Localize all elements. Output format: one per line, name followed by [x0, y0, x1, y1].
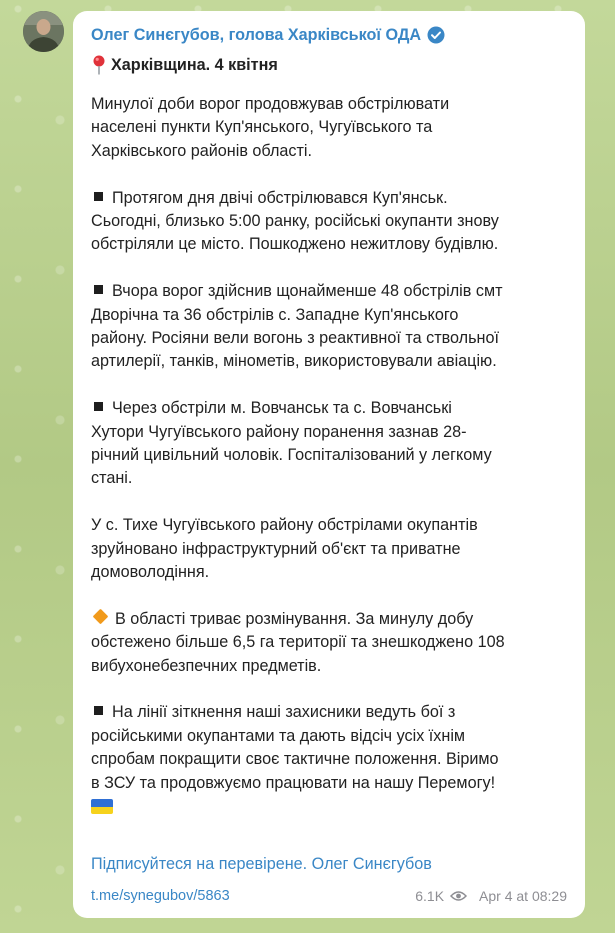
avatar[interactable] — [23, 11, 64, 52]
paragraph-5: У с. Тихе Чугуївського району обстрілами окупантів зруйновано інфраструктурний об'єкт та приватне домоволодіння. — [91, 516, 478, 582]
paragraph-6-text: В області триває розмінування. За минулу добу обстежено більше 6,5 га території та знешкоджено 108 вибухонебезпечних предметів. — [91, 609, 505, 675]
paragraph-4 — [91, 397, 567, 491]
paragraph-2-text: Протягом дня двічі обстрілювався Куп'янськ. Сьогодні, близько 5:00 ранку, російські окупанти знову обстріляли це місто. Пошкоджено нежитлову будівлю. — [91, 188, 499, 254]
view-count: 6.1K — [415, 888, 445, 904]
message-footer — [91, 885, 567, 907]
orange-diamond-icon — [93, 609, 109, 625]
post-link[interactable]: t.me/synegubov/5863 — [91, 888, 230, 904]
black-square-icon — [94, 285, 103, 294]
location-line — [91, 53, 567, 77]
ukraine-flag-icon — [91, 799, 113, 814]
message-header — [91, 23, 567, 47]
message-bubble — [73, 11, 585, 918]
round-pushpin-icon — [91, 55, 107, 75]
black-square-icon — [94, 192, 103, 201]
paragraph-1: Минулої доби ворог продовжував обстрілювати населені пункти Куп'янського, Чугуївського та Харківського районів області. — [91, 95, 450, 160]
black-square-icon — [94, 706, 103, 715]
paragraph-3-text: Вчора ворог здійснив щонайменше 48 обстрілів смт Дворічна та 36 обстрілів с. Западне Куп'янського району. Росіяни вели вогонь з реактивної та ствольної артилерії, танків, мінометів, використовували авіацію. — [91, 282, 503, 371]
paragraph-7 — [91, 701, 567, 795]
paragraph-3 — [91, 280, 567, 374]
paragraph-6 — [91, 608, 567, 678]
subscribe-link[interactable]: Підписуйтеся на перевірене. Олег Синєгубов — [91, 855, 432, 873]
eye-icon — [450, 890, 467, 902]
paragraph-2 — [91, 187, 567, 257]
paragraph-4-text: Через обстріли м. Вовчанськ та с. Вовчанські Хутори Чугуївського району поранення зазнав 28- річний цивільний чоловік. Госпіталізований у легкому стані. — [91, 399, 492, 488]
black-square-icon — [94, 402, 103, 411]
location-text: Харківщина. 4 квітня — [111, 55, 278, 74]
paragraph-7-text: На лінії зіткнення наші захисники ведуть бої з російськими окупантами та дають відсіч усіх їхнім спробам покращити своє тактичне положення. Віримо в ЗСУ та продовжуємо працювати на нашу Перемогу! — [91, 703, 499, 792]
author-name[interactable]: Олег Синєгубов, голова Харківської ОДА — [91, 25, 422, 44]
timestamp: Apr 4 at 08:29 — [479, 888, 567, 904]
verified-badge-icon — [427, 26, 445, 44]
message-meta — [415, 888, 567, 904]
